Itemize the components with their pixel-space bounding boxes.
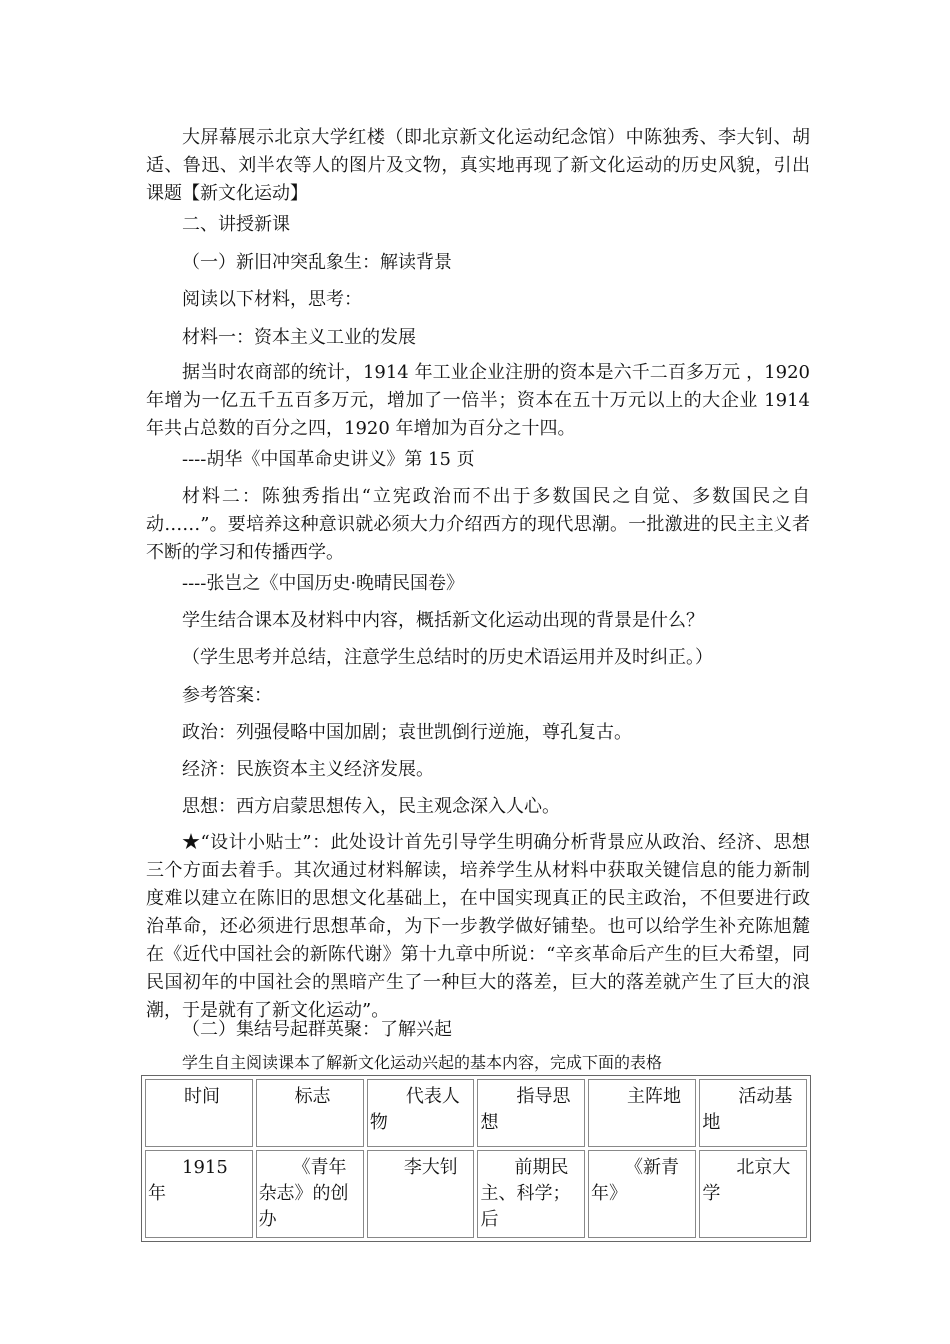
material-1-source: ----胡华《中国革命史讲义》第 15 页 xyxy=(182,449,475,470)
material-1-title: 材料一：资本主义工业的发展 xyxy=(182,327,416,348)
cell-main-front: 《新青年》 xyxy=(588,1150,696,1238)
question-text: 学生结合课本及材料中内容，概括新文化运动出现的背景是什么？ xyxy=(182,610,704,631)
cell-time: 1915 年 xyxy=(145,1150,253,1238)
header-guiding-thought: 指导思想 xyxy=(477,1079,585,1147)
answer-thought: 思想：西方启蒙思想传入，民主观念深入人心。 xyxy=(182,796,560,817)
cell-representatives: 李大钊 xyxy=(367,1150,475,1238)
answer-economy: 经济：民族资本主义经济发展。 xyxy=(182,759,434,780)
intro-paragraph: 大屏幕展示北京大学红楼（即北京新文化运动纪念馆）中陈独秀、李大钊、胡适、鲁迅、刘半农等人的图片及文物，真实地再现了新文化运动的历史风貌，引出课题【新文化运动】 xyxy=(146,127,810,204)
answer-politics: 政治：列强侵略中国加剧；袁世凯倒行逆施，尊孔复古。 xyxy=(182,722,632,743)
header-symbol: 标志 xyxy=(256,1079,364,1147)
cell-symbol: 《青年杂志》的创办 xyxy=(256,1150,364,1238)
answer-label: 参考答案： xyxy=(182,685,272,706)
header-activity-base: 活动基地 xyxy=(699,1079,807,1147)
cell-activity-base: 北京大学 xyxy=(699,1150,807,1238)
header-main-front: 主阵地 xyxy=(588,1079,696,1147)
section-heading-teach: 二、讲授新课 xyxy=(182,214,290,235)
material-1-body: 据当时农商部的统计，1914 年工业企业注册的资本是六千二百多万元 ，1920 年增为一亿五千五百多万元，增加了一倍半；资本在五十万元以上的大企业 1914 年共占总数的百分之四，1920 年增加为百分之十四。 xyxy=(146,362,810,439)
subsection-heading-rise: （二）集结号起群英聚：了解兴起 xyxy=(182,1019,452,1040)
reading-instruction: 阅读以下材料，思考： xyxy=(182,289,362,310)
table-header-row xyxy=(145,1079,807,1147)
rise-table xyxy=(141,1075,811,1242)
header-representatives: 代表人物 xyxy=(367,1079,475,1147)
header-time: 时间 xyxy=(145,1079,253,1147)
material-2-body: 材料二：陈独秀指出“立宪政治而不出于多数国民之自觉、多数国民之自动……”。要培养这种意识就必须大力介绍西方的现代思潮。一批激进的民主主义者不断的学习和传播西学。 xyxy=(146,486,810,563)
design-tip-paragraph: ★“设计小贴士”：此处设计首先引导学生明确分析背景应从政治、经济、思想三个方面去着手。其次通过材料解读，培养学生从材料中获取关键信息的能力新制度难以建立在陈旧的思想文化基础上，在中国实现真正的民主政治，不但要进行政治革命，还必须进行思想革命，为下一步教学做好铺垫。也可以给学生补充陈旭麓在《近代中国社会的新陈代谢》第十九章中所说：“辛亥革命后产生的巨大希望，同民国初年的中国社会的黑暗产生了一种巨大的落差，巨大的落差就产生了巨大的浪潮，于是就有了新文化运动”。 xyxy=(146,832,810,1021)
teacher-note: （学生思考并总结，注意学生总结时的历史术语运用并及时纠正。） xyxy=(182,647,713,668)
material-2-source: ----张岂之《中国历史·晚晴民国卷》 xyxy=(182,573,465,594)
cell-guiding-thought: 前期民主、科学；后 xyxy=(477,1150,585,1238)
table-caption: 学生自主阅读课本了解新文化运动兴起的基本内容，完成下面的表格 xyxy=(182,1053,663,1072)
subsection-heading-background: （一）新旧冲突乱象生：解读背景 xyxy=(182,252,452,273)
table-row xyxy=(145,1150,807,1238)
